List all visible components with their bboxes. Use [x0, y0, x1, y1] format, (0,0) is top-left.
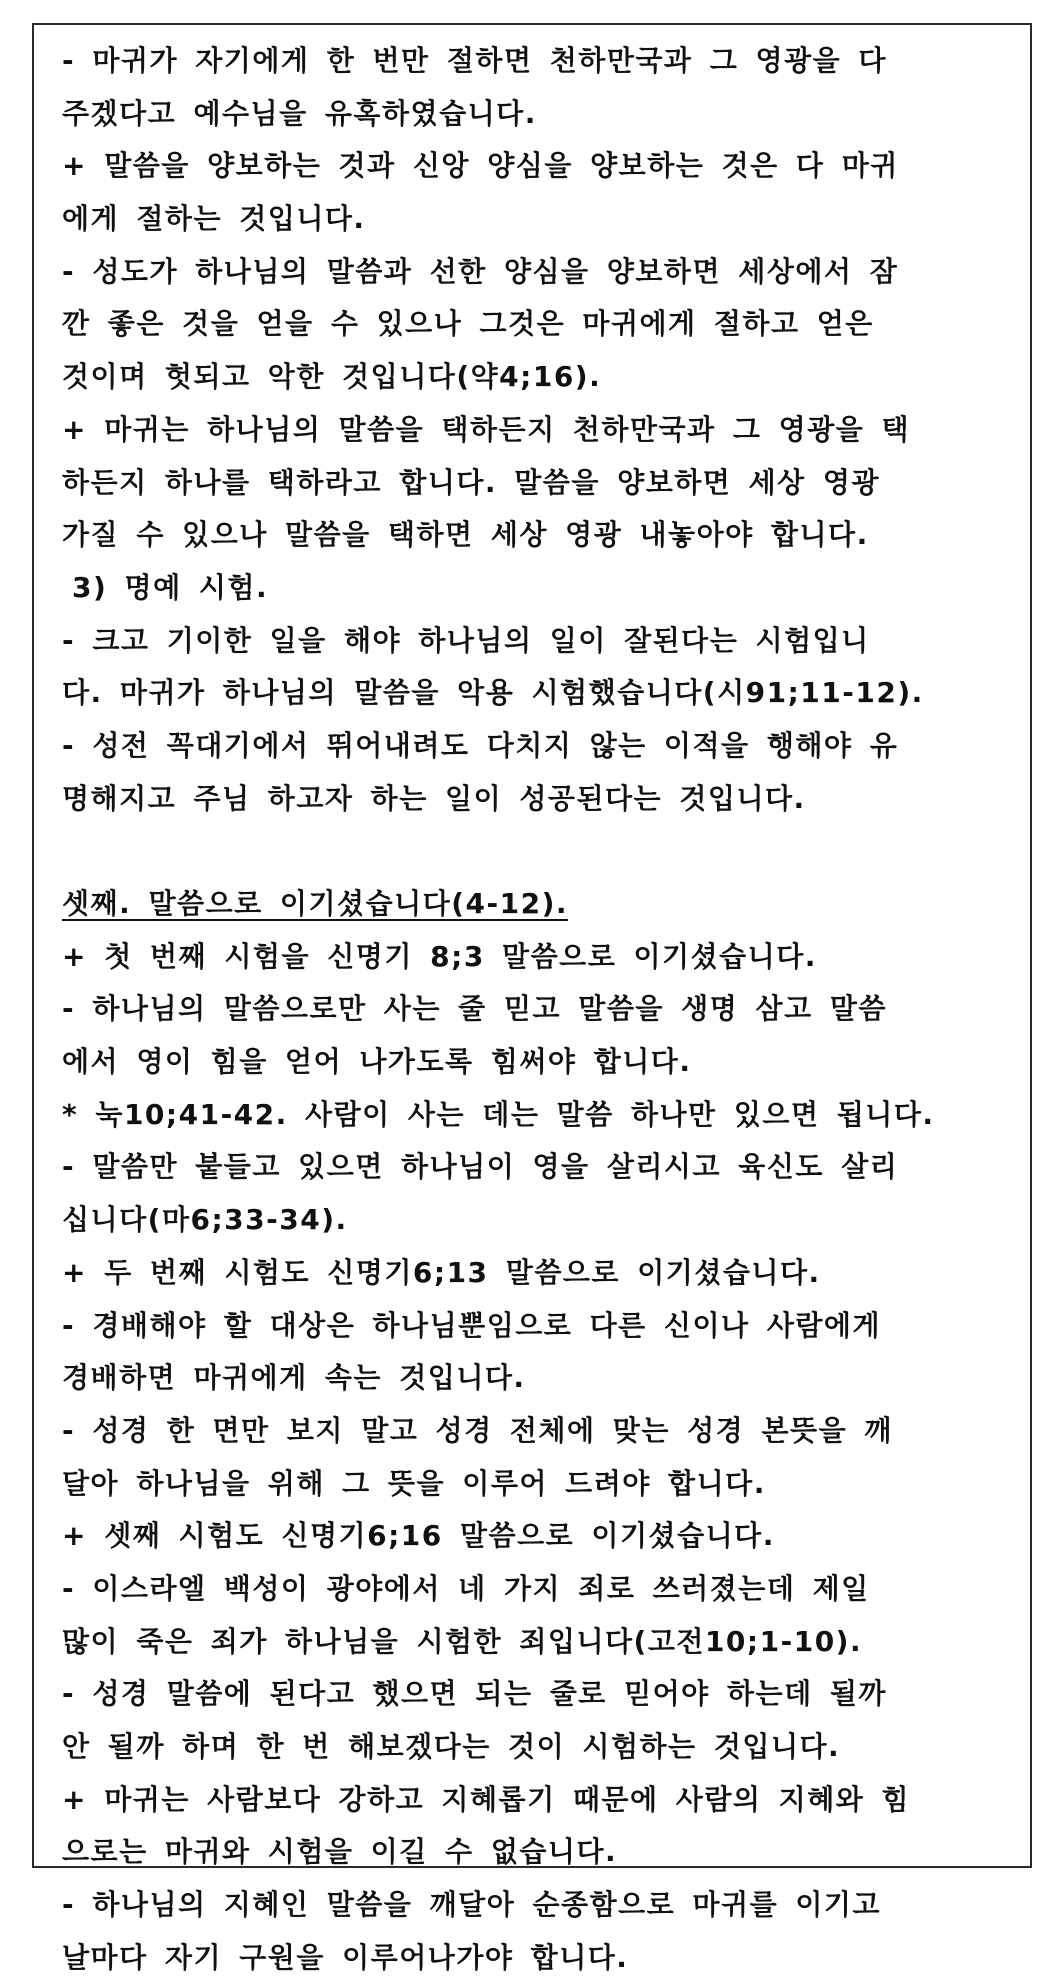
text-line: 에서 영이 힘을 얻어 나가도록 힘써야 합니다. — [62, 1045, 692, 1079]
text-line: 날마다 자기 구원을 이루어나가야 합니다. — [62, 1940, 629, 1974]
text-line: - 하나님의 말씀으로만 사는 줄 믿고 말씀을 생명 삼고 말씀 — [62, 992, 887, 1026]
text-line: - 이스라엘 백성이 광야에서 네 가지 죄로 쓰러졌는데 제일 — [62, 1571, 870, 1605]
text-line: + 마귀는 사람보다 강하고 지혜롭기 때문에 사람의 지혜와 힘 — [62, 1782, 911, 1816]
subsection-title: 3) 명예 시험. — [72, 570, 269, 604]
text-line: 다. 마귀가 하나님의 말씀을 악용 시험했습니다(시91;11-12). — [62, 676, 924, 710]
text-line: - 성경 한 면만 보지 말고 성경 전체에 맞는 성경 본뜻을 깨 — [62, 1413, 893, 1447]
text-line: - 마귀가 자기에게 한 번만 절하면 천하만국과 그 영광을 다 — [62, 44, 887, 77]
document-frame — [32, 23, 1032, 1974]
text-line: 많이 죽은 죄가 하나님을 시험한 죄입니다(고전10;1-10). — [62, 1624, 863, 1658]
text-line: + 마귀는 하나님의 말씀을 택하든지 천하만국과 그 영광을 택 — [62, 412, 911, 446]
text-line: 안 될까 하며 한 번 해보겠다는 것이 시험하는 것입니다. — [62, 1730, 841, 1763]
text-line: + 첫 번째 시험을 신명기 8;3 말씀으로 이기셨습니다. — [62, 939, 817, 973]
text-line: + 셋째 시험도 신명기6;16 말씀으로 이기셨습니다. — [62, 1519, 775, 1553]
text-line: 깐 좋은 것을 얻을 수 있으나 그것은 마귀에게 절하고 얻은 — [62, 307, 874, 341]
blank-line — [62, 825, 1012, 878]
text-line: - 성도가 하나님의 말씀과 선한 양심을 양보하면 세상에서 잠 — [62, 254, 899, 288]
text-line: 십니다(마6;33-34). — [62, 1203, 348, 1237]
text-line: - 성전 꼭대기에서 뛰어내려도 다치지 않는 이적을 행해야 유 — [62, 728, 899, 762]
text-line: 주겠다고 예수님을 유혹하였습니다. — [62, 96, 537, 130]
text-line: 달아 하나님을 위해 그 뜻을 이루어 드려야 합니다. — [62, 1466, 766, 1500]
text-line: - 크고 기이한 일을 해야 하나님의 일이 잘된다는 시험입니 — [62, 623, 870, 657]
text-line: 경배하면 마귀에게 속는 것입니다. — [62, 1361, 526, 1395]
section-heading-line — [62, 878, 1012, 931]
text-line: * 눅10;41-42. 사람이 사는 데는 말씀 하나만 있으면 됩니다. — [62, 1097, 935, 1131]
text-line: 하든지 하나를 택하라고 합니다. 말씀을 양보하면 세상 영광 — [62, 465, 881, 499]
text-line: + 두 번째 시험도 신명기6;13 말씀으로 이기셨습니다. — [62, 1255, 821, 1289]
text-line: 에게 절하는 것입니다. — [62, 202, 366, 236]
text-line: + 말씀을 양보하는 것과 신앙 양심을 양보하는 것은 다 마귀 — [62, 149, 899, 183]
document-body — [62, 35, 1012, 1984]
section-heading: 셋째. 말씀으로 이기셨습니다(4-12). — [62, 887, 569, 920]
text-line: - 말씀만 붙들고 있으면 하나님이 영을 살리시고 육신도 살리 — [62, 1150, 899, 1184]
text-line: - 성경 말씀에 된다고 했으면 되는 줄로 믿어야 하는데 될까 — [62, 1677, 887, 1711]
text-line: 가질 수 있으나 말씀을 택하면 세상 영광 내놓아야 합니다. — [62, 518, 869, 552]
text-line: - 경배해야 할 대상은 하나님뿐임으로 다른 신이나 사람에게 — [62, 1308, 882, 1342]
text-line: 명해지고 주님 하고자 하는 일이 성공된다는 것입니다. — [62, 781, 806, 815]
text-line: - 하나님의 지혜인 말씀을 깨달아 순종함으로 마귀를 이기고 — [62, 1888, 882, 1922]
text-line: 것이며 헛되고 악한 것입니다(약4;16). — [62, 360, 602, 394]
text-line: 으로는 마귀와 시험을 이길 수 없습니다. — [62, 1835, 618, 1869]
